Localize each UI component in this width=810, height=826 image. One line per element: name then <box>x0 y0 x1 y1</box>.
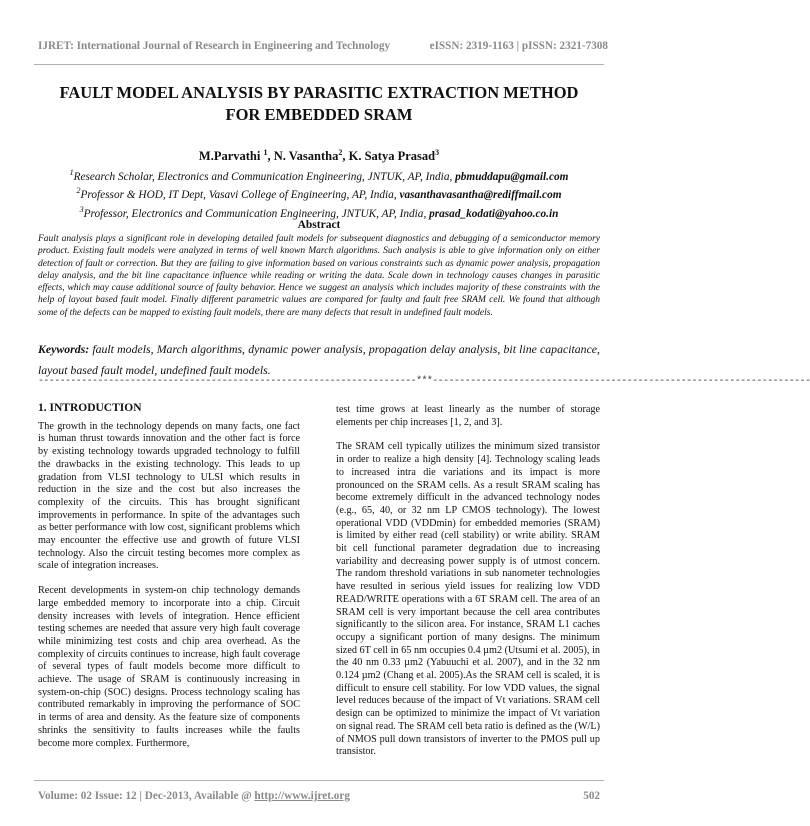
abstract-text: Fault analysis plays a significant role in developing detailed fault models for subsequent diagnostics and debugging of a semiconductor memory product. Existing fault models were analyzed in terms of well known March algorithms. Such analysis is able to give information only on either detection of fault or correction. But they are failing to give information based on various constraints such as dynamic power analysis, propagation delay analysis, and the bit line capacitance influence while reading or writing the data. Scale down in technology causes changes in parasitic effects, which may cause additional source of faulty behavior. Hence we suggest an analysis which includes majority of these constraints with the help of layout based fault model. Finally different parametric values are compared for faulty and fault free SRAM cell. We found that although some of the defects can be mapped to existing fault models, there are many defects that result in undefined fault models. <box>38 234 600 318</box>
page-number: 502 <box>583 790 600 802</box>
header-rule <box>34 64 604 65</box>
affiliation-2-email: vasanthavasantha@rediffmail.com <box>399 189 562 202</box>
author-1: M.Parvathi <box>198 149 261 164</box>
author-1-sup: 1 <box>263 148 268 157</box>
intro-paragraph-2: Recent developments in system-on chip technology demands large embedded memory to incorporate into a chip. Circuit density increases with levels of integration. Hence efficient testing schemes are needed that assure very high fault coverage while minimizing test costs and chip area overhead. As the complexity of circuits continues to increase, high fault coverage of several types of fault models become more difficult to achieve. The usage of SRAM is continuously increasing in system-on-chip (SOC) designs. Process technology scaling has contributed remarkably in improving the performance of SOC in terms of area and density. As the feature size of components shrinks the sensitivity to faults increases while the faults become more complex. Furthermore, <box>38 585 300 749</box>
title-line-2: FOR EMBEDDED SRAM <box>225 105 413 124</box>
paper-title <box>40 82 598 126</box>
journal-name: IJRET: International Journal of Research in Engineering and Technology <box>38 40 391 52</box>
intro-paragraph-3: test time grows at least linearly as the number of storage elements per chip increases [1, 2, and 3]. <box>336 404 600 428</box>
left-column <box>38 402 300 762</box>
section-heading-introduction: 1. INTRODUCTION <box>38 402 142 414</box>
affiliation-2-text: Professor & HOD, IT Dept, Vasavi College of Engineering, AP, India, <box>80 189 400 202</box>
author-3-sup: 3 <box>435 148 440 157</box>
running-footer <box>38 790 600 802</box>
affiliation-3-sup: 3 <box>79 204 84 214</box>
intro-paragraph-4: The SRAM cell typically utilizes the minimum sized transistor in order to realize a high density [4]. Technology scaling leads to increased intra die variations and its impact is more pronounced on the SRAM cells. As a result SRAM scaling has become extremely difficult in the advanced technology nodes (e.g., 65, 40, or 32 nm LP CMOS technology). The lowest operational VDD (VDDmin) for embedded memories (SRAM) is limited by either read (cell stability) or write ability. SRAM bit cell functional parameter degradation due to increasing variability and decreasing power supply is of utmost concern. The random threshold variations in sub nanometer technologies have resulted in serious yield issues for realizing low VDD READ/WRITE operations with a 6T SRAM cell. The area of an SRAM cell is very important because the cell area contributes significantly to the silicon area. For instance, SRAM L1 caches occupy a significant portion of many designs. The minimum sized 6T cell in 65 nm occupies 0.4 µm2 (Utsumi et al. 2005), in the 40 nm 0.33 µm2 (Yabuuchi et al. 2007), and in the 32 nm 0.124 µm2 (Chang et al. 2005).As the SRAM cell is scaled, it is difficult to ensure cell stability. For low VDD values, the signal level reduces because of the impact of Vt variations. SRAM cell design can be optimized to minimize the impact of Vt variation on signal read. The SRAM cell beta ratio is defined as the (W/L) of NMOS pull down transistors of inverter to the PMOS pull up transistor. <box>336 441 600 758</box>
footer-volume-info: Volume: 02 Issue: 12 | Dec-2013, Available @ <box>38 790 255 802</box>
author-2: N. Vasantha <box>273 149 339 164</box>
author-2-sup: 2 <box>338 148 343 157</box>
affiliation-1-email: pbmuddapu@gmail.com <box>455 170 569 183</box>
author-list: M.Parvathi $^1$, N. Vasantha$^2$, K. Satya Prasad$^3$ <box>198 148 440 164</box>
affiliation-1-text: Research Scholar, Electronics and Communication Engineering, JNTUK, AP, India, <box>73 170 456 183</box>
journal-website-link[interactable]: http://www.ijret.org <box>254 790 350 802</box>
affiliation-1 <box>38 166 600 184</box>
affiliation-2-sup: 2 <box>76 186 81 196</box>
keywords-label: Keywords: <box>38 342 90 356</box>
author-3: K. Satya Prasad <box>348 149 436 164</box>
affiliation-3-email: prasad_kodati@yahoo.co.in <box>429 207 559 220</box>
section-separator: ----------------------------------------------------------------------***---------------------------------------------------------------------- <box>38 376 810 387</box>
right-column <box>336 404 600 771</box>
affiliation-3-text: Professor, Electronics and Communication Engineering, JNTUK, AP, India, <box>83 207 430 220</box>
title-line-1: FAULT MODEL ANALYSIS BY PARASITIC EXTRACTION METHOD <box>59 83 579 102</box>
intro-paragraph-1: The growth in the technology depends on many facts, one fact is human thrust towards innovation and the other fact is force by existing technology towards upgraded technology to fulfill the drawbacks in the existing technology. This leads to up gradation from VLSI technology to ULSI which results in reduction in the size and the cost but also increases the complexity of the circuits. This has brought significant improvements in performance. In spite of the advantages such as better performance with low cost, significant problems which may encounter the effective use and growth of future VLSI technology. Also the circuit testing becomes more complex as scale of integration increases. <box>38 420 300 572</box>
affiliation-1-sup: 1 <box>69 168 74 177</box>
issn-info: eISSN: 2319-1163 | pISSN: 2321-7308 <box>429 40 608 52</box>
footer-rule <box>34 780 604 781</box>
keywords <box>38 339 600 381</box>
affiliations <box>38 166 600 221</box>
keywords-text: fault models, March algorithms, dynamic power analysis, propagation delay analysis, bit line capacitance, layout based fault model, undefined fault models. <box>38 342 600 377</box>
affiliation-2 <box>38 184 600 202</box>
abstract-heading: Abstract <box>297 219 341 231</box>
